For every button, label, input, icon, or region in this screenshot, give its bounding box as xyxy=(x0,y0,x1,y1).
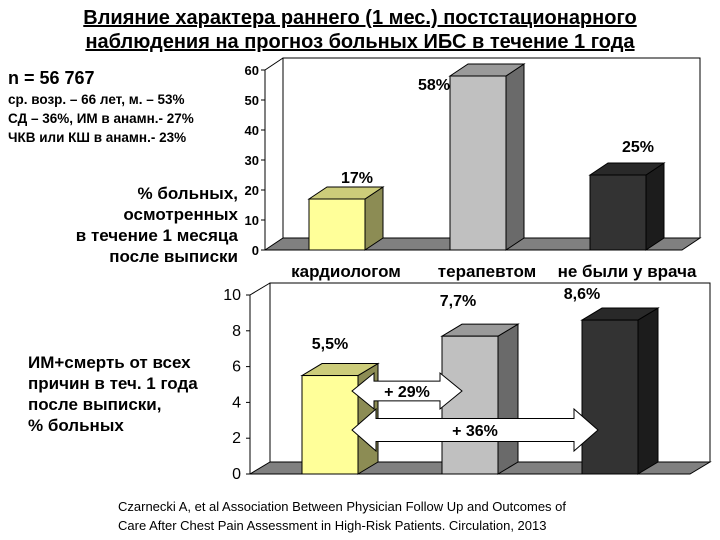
title-line-1: Влияние характера раннего (1 мес.) постстационарного xyxy=(83,7,637,29)
y-tick-label: 30 xyxy=(244,153,259,168)
bar-value-label: 5,5% xyxy=(311,336,349,353)
y-tick-label: 0 xyxy=(251,243,259,258)
bar-side xyxy=(638,308,658,474)
comparison-label: + 29% xyxy=(384,384,430,401)
chart1-desc-line: в течение 1 месяца xyxy=(75,226,238,245)
x-category-label: терапевтом xyxy=(437,262,537,281)
patient-info-line-1: ср. возр. – 66 лет, м. – 53% xyxy=(8,92,185,107)
bar-side xyxy=(506,64,524,250)
chart2-desc-line: причин в теч. 1 года xyxy=(28,374,198,393)
y-tick-label: 2 xyxy=(232,430,241,448)
bar xyxy=(309,199,365,250)
x-category-label: кардиологом xyxy=(291,262,401,281)
title-line-2: наблюдения на прогноз больных ИБС в течение 1 года xyxy=(85,31,635,53)
y-axis-top-edge xyxy=(265,58,283,70)
y-tick-label: 60 xyxy=(244,63,259,78)
y-tick-label: 50 xyxy=(244,93,259,108)
x-category-label: не были у врача xyxy=(557,262,697,281)
y-tick-label: 0 xyxy=(232,466,241,483)
y-tick-label: 20 xyxy=(244,183,259,198)
bar xyxy=(450,76,506,250)
bar xyxy=(442,336,498,474)
y-tick-label: 10 xyxy=(244,213,259,228)
citation-line-2: Care After Chest Pain Assessment in High-Risk Patients. Circulation, 2013 xyxy=(118,518,547,533)
chart1-desc-line: осмотренных xyxy=(123,205,238,224)
y-tick-label: 4 xyxy=(232,394,241,412)
comparison-label: + 36% xyxy=(452,423,498,440)
bar xyxy=(590,175,646,250)
chart2-desc-line: % больных xyxy=(28,416,124,435)
y-tick-label: 6 xyxy=(232,358,241,376)
bar-value-label: 8,6% xyxy=(563,286,601,303)
y-tick-label: 10 xyxy=(223,287,241,304)
patient-info-line-3: ЧКВ или КШ в анамн.- 23% xyxy=(8,130,187,145)
bar-value-label: 7,7% xyxy=(439,293,477,310)
y-tick-label: 8 xyxy=(232,322,241,340)
patient-info-line-2: СД – 36%, ИМ в анамн.- 27% xyxy=(8,111,194,126)
bar-value-label: 17% xyxy=(340,170,374,187)
bar-value-label: 25% xyxy=(621,139,655,156)
chart2-desc-line: после выписки, xyxy=(28,395,162,414)
y-tick-label: 40 xyxy=(244,123,259,138)
bar-side xyxy=(498,324,518,474)
y-axis-top-edge xyxy=(250,283,270,295)
sample-size: n = 56 767 xyxy=(8,68,95,88)
bar xyxy=(302,376,358,474)
bar xyxy=(582,320,638,474)
chart1-desc-line: после выписки xyxy=(109,247,238,266)
chart1-desc-line: % больных, xyxy=(137,184,238,203)
chart2-desc-line: ИМ+смерть от всех xyxy=(28,353,191,372)
bar-side xyxy=(646,163,664,250)
citation-line-1: Czarnecki A, et al Association Between Physician Follow Up and Outcomes of xyxy=(118,499,566,514)
bar-value-label: 58% xyxy=(417,77,451,94)
